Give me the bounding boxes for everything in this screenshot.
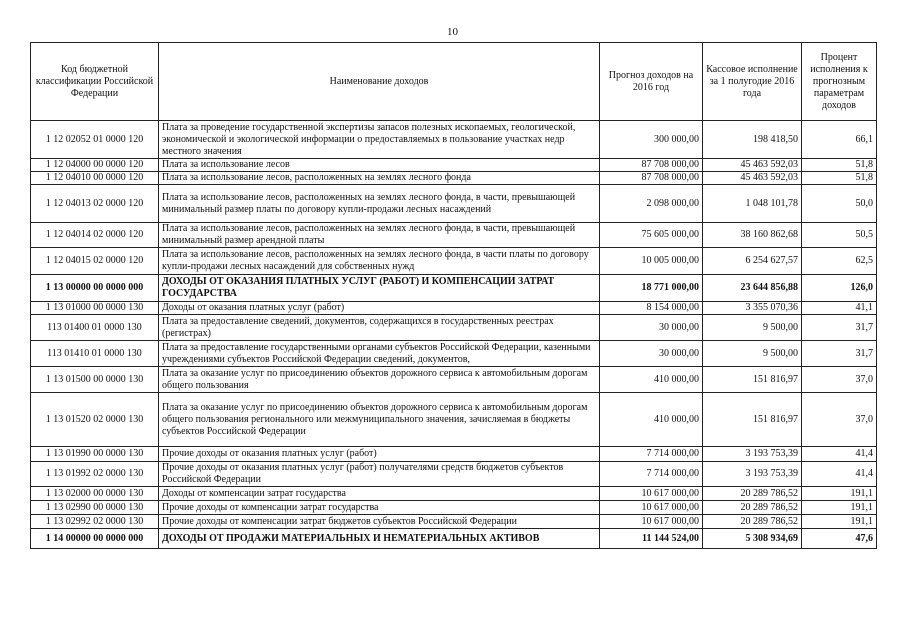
cell-revenue-name: Плата за оказание услуг по присоединению объектов дорожного сервиса к автомобильным дорогам общего пользования xyxy=(159,367,600,393)
table-row xyxy=(31,393,877,447)
cell-revenue-name: ДОХОДЫ ОТ ПРОДАЖИ МАТЕРИАЛЬНЫХ И НЕМАТЕРИАЛЬНЫХ АКТИВОВ xyxy=(159,529,600,549)
table-header-row xyxy=(31,43,877,121)
cell-percent: 47,6 xyxy=(802,529,877,549)
cell-forecast: 7 714 000,00 xyxy=(600,447,703,462)
cell-budget-code: 1 13 01500 00 0000 130 xyxy=(31,367,159,393)
cell-budget-code: 1 14 00000 00 0000 000 xyxy=(31,529,159,549)
cell-percent: 50,5 xyxy=(802,223,877,248)
cell-executed: 151 816,97 xyxy=(703,367,802,393)
cell-percent: 66,1 xyxy=(802,121,877,159)
header-forecast: Прогноз доходов на 2016 год xyxy=(600,43,703,121)
table-body xyxy=(31,121,877,549)
cell-budget-code: 1 12 02052 01 0000 120 xyxy=(31,121,159,159)
cell-executed: 5 308 934,69 xyxy=(703,529,802,549)
cell-percent: 31,7 xyxy=(802,315,877,341)
cell-revenue-name: Плата за использование лесов xyxy=(159,159,600,172)
cell-executed: 23 644 856,88 xyxy=(703,275,802,302)
table-row xyxy=(31,529,877,549)
table-row xyxy=(31,185,877,223)
cell-percent: 41,4 xyxy=(802,462,877,487)
table-row xyxy=(31,487,877,501)
cell-budget-code: 1 12 04014 02 0000 120 xyxy=(31,223,159,248)
cell-budget-code: 1 13 01990 00 0000 130 xyxy=(31,447,159,462)
cell-forecast: 7 714 000,00 xyxy=(600,462,703,487)
cell-forecast: 75 605 000,00 xyxy=(600,223,703,248)
table-row xyxy=(31,341,877,367)
cell-percent: 191,1 xyxy=(802,515,877,529)
cell-budget-code: 1 12 04013 02 0000 120 xyxy=(31,185,159,223)
cell-budget-code: 1 13 00000 00 0000 000 xyxy=(31,275,159,302)
cell-revenue-name: Плата за использование лесов, расположенных на землях лесного фонда, в части платы по договору купли-продажи лесных насаждений для собственных нужд xyxy=(159,248,600,275)
cell-revenue-name: Плата за предоставление сведений, документов, содержащихся в государственных реестрах (регистрах) xyxy=(159,315,600,341)
cell-forecast: 10 617 000,00 xyxy=(600,515,703,529)
header-percent: Процент исполнения к прогнозным параметрам доходов xyxy=(802,43,877,121)
table-row xyxy=(31,315,877,341)
cell-revenue-name: Прочие доходы от компенсации затрат бюджетов субъектов Российской Федерации xyxy=(159,515,600,529)
cell-revenue-name: ДОХОДЫ ОТ ОКАЗАНИЯ ПЛАТНЫХ УСЛУГ (РАБОТ) И КОМПЕНСАЦИИ ЗАТРАТ ГОСУДАРСТВА xyxy=(159,275,600,302)
table-row xyxy=(31,367,877,393)
cell-executed: 3 193 753,39 xyxy=(703,462,802,487)
cell-executed: 3 355 070,36 xyxy=(703,302,802,315)
cell-forecast: 30 000,00 xyxy=(600,341,703,367)
cell-percent: 191,1 xyxy=(802,501,877,515)
cell-revenue-name: Плата за предоставление государственными органами субъектов Российской Федерации, казенными учреждениями субъектов Российской Федерации сведений, документов, xyxy=(159,341,600,367)
cell-budget-code: 1 12 04015 02 0000 120 xyxy=(31,248,159,275)
cell-budget-code: 113 01400 01 0000 130 xyxy=(31,315,159,341)
cell-percent: 50,0 xyxy=(802,185,877,223)
table-row xyxy=(31,248,877,275)
cell-forecast: 10 005 000,00 xyxy=(600,248,703,275)
cell-executed: 1 048 101,78 xyxy=(703,185,802,223)
cell-percent: 62,5 xyxy=(802,248,877,275)
cell-budget-code: 1 13 02000 00 0000 130 xyxy=(31,487,159,501)
cell-forecast: 410 000,00 xyxy=(600,367,703,393)
cell-percent: 37,0 xyxy=(802,393,877,447)
cell-percent: 126,0 xyxy=(802,275,877,302)
cell-budget-code: 1 12 04010 00 0000 120 xyxy=(31,172,159,185)
cell-forecast: 87 708 000,00 xyxy=(600,159,703,172)
cell-percent: 51,8 xyxy=(802,159,877,172)
cell-percent: 51,8 xyxy=(802,172,877,185)
cell-percent: 191,1 xyxy=(802,487,877,501)
cell-revenue-name: Прочие доходы от компенсации затрат государства xyxy=(159,501,600,515)
table-row xyxy=(31,223,877,248)
cell-percent: 37,0 xyxy=(802,367,877,393)
cell-executed: 20 289 786,52 xyxy=(703,515,802,529)
cell-executed: 9 500,00 xyxy=(703,315,802,341)
cell-executed: 20 289 786,52 xyxy=(703,487,802,501)
cell-forecast: 87 708 000,00 xyxy=(600,172,703,185)
revenue-table xyxy=(30,42,877,549)
cell-forecast: 18 771 000,00 xyxy=(600,275,703,302)
header-executed: Кассовое исполнение за 1 полугодие 2016 года xyxy=(703,43,802,121)
cell-forecast: 30 000,00 xyxy=(600,315,703,341)
cell-forecast: 8 154 000,00 xyxy=(600,302,703,315)
cell-revenue-name: Прочие доходы от оказания платных услуг (работ) xyxy=(159,447,600,462)
cell-executed: 198 418,50 xyxy=(703,121,802,159)
cell-budget-code: 1 13 01000 00 0000 130 xyxy=(31,302,159,315)
table-row xyxy=(31,462,877,487)
cell-revenue-name: Прочие доходы от оказания платных услуг (работ) получателями средств бюджетов субъектов Российской Федерации xyxy=(159,462,600,487)
cell-budget-code: 1 13 01520 02 0000 130 xyxy=(31,393,159,447)
table-row xyxy=(31,275,877,302)
cell-executed: 6 254 627,57 xyxy=(703,248,802,275)
cell-executed: 151 816,97 xyxy=(703,393,802,447)
cell-executed: 38 160 862,68 xyxy=(703,223,802,248)
cell-executed: 3 193 753,39 xyxy=(703,447,802,462)
cell-revenue-name: Плата за использование лесов, расположенных на землях лесного фонда, в части, превышающей минимальный размер арендной платы xyxy=(159,223,600,248)
cell-budget-code: 1 13 02992 02 0000 130 xyxy=(31,515,159,529)
table-row xyxy=(31,172,877,185)
cell-forecast: 11 144 524,00 xyxy=(600,529,703,549)
cell-executed: 9 500,00 xyxy=(703,341,802,367)
cell-budget-code: 1 12 04000 00 0000 120 xyxy=(31,159,159,172)
table-row xyxy=(31,447,877,462)
cell-executed: 20 289 786,52 xyxy=(703,501,802,515)
cell-forecast: 10 617 000,00 xyxy=(600,501,703,515)
table-row xyxy=(31,515,877,529)
cell-forecast: 410 000,00 xyxy=(600,393,703,447)
cell-executed: 45 463 592,03 xyxy=(703,159,802,172)
cell-revenue-name: Плата за использование лесов, расположенных на землях лесного фонда xyxy=(159,172,600,185)
table-row xyxy=(31,121,877,159)
cell-revenue-name: Плата за оказание услуг по присоединению объектов дорожного сервиса к автомобильным дорогам общего пользования регионального или межмуниципального значения, зачисляемая в бюджеты субъектов Российской Федерации xyxy=(159,393,600,447)
cell-revenue-name: Доходы от компенсации затрат государства xyxy=(159,487,600,501)
cell-revenue-name: Доходы от оказания платных услуг (работ) xyxy=(159,302,600,315)
cell-budget-code: 113 01410 01 0000 130 xyxy=(31,341,159,367)
cell-percent: 41,1 xyxy=(802,302,877,315)
table-row xyxy=(31,501,877,515)
header-revenue-name: Наименование доходов xyxy=(159,43,600,121)
cell-forecast: 2 098 000,00 xyxy=(600,185,703,223)
header-budget-code: Код бюджетной классификации Российской Федерации xyxy=(31,43,159,121)
page-number: 10 xyxy=(447,26,458,38)
cell-percent: 31,7 xyxy=(802,341,877,367)
cell-budget-code: 1 13 02990 00 0000 130 xyxy=(31,501,159,515)
table-row xyxy=(31,302,877,315)
cell-forecast: 10 617 000,00 xyxy=(600,487,703,501)
cell-revenue-name: Плата за проведение государственной экспертизы запасов полезных ископаемых, геологической, экономической и экологической информации о предоставляемых в пользование участках недр местного значения xyxy=(159,121,600,159)
cell-percent: 41,4 xyxy=(802,447,877,462)
table-row xyxy=(31,159,877,172)
cell-budget-code: 1 13 01992 02 0000 130 xyxy=(31,462,159,487)
cell-revenue-name: Плата за использование лесов, расположенных на землях лесного фонда, в части, превышающей минимальный размер платы по договору купли-продажи лесных насаждений xyxy=(159,185,600,223)
cell-forecast: 300 000,00 xyxy=(600,121,703,159)
cell-executed: 45 463 592,03 xyxy=(703,172,802,185)
